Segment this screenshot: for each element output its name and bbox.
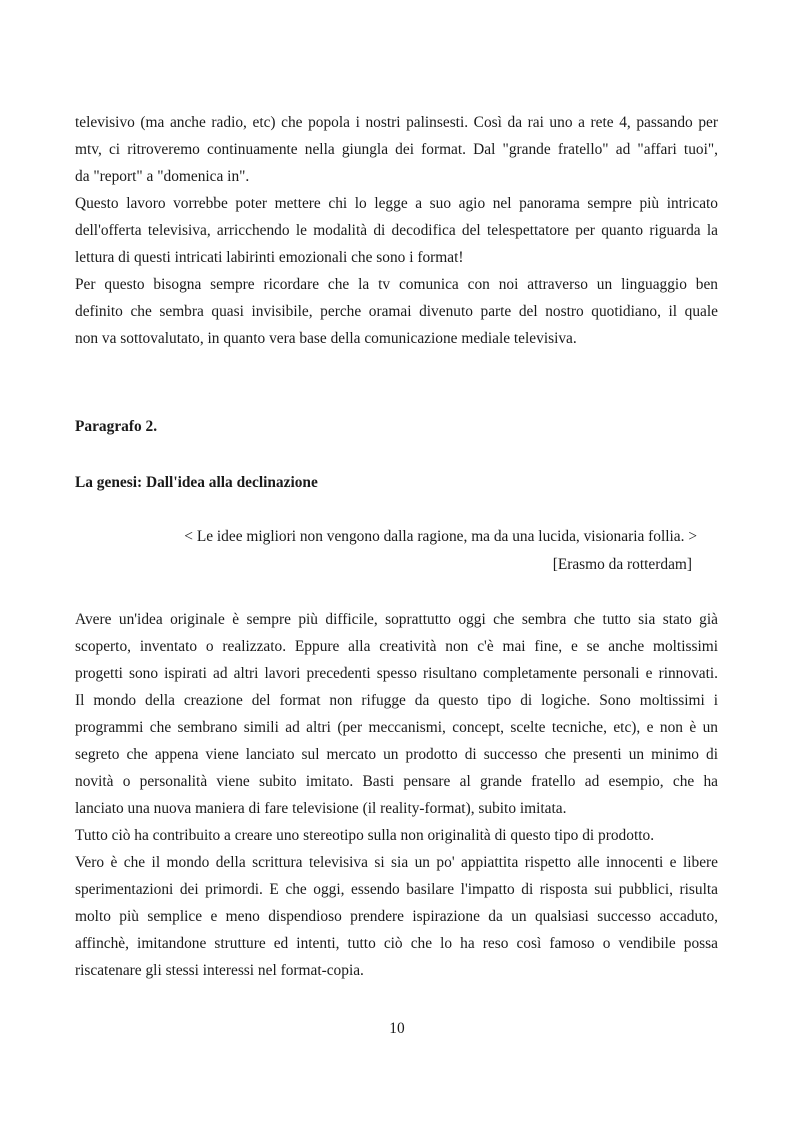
epigraph-attribution: [Erasmo da rotterdam] [552, 556, 692, 573]
page-number: 10 [389, 1020, 405, 1037]
section-title: La genesi: Dall'idea alla declinazione [75, 474, 318, 491]
text-line: non va sottovalutato, in quanto vera base della comunicazione mediale televisiva. [75, 330, 577, 347]
epigraph-quote: < Le idee migliori non vengono dalla ragione, ma da una lucida, visionaria follia. > [184, 528, 697, 545]
text-line: molto più semplice e meno dispendioso prendere ispirazione da un qualsiasi successo accaduto, [75, 908, 718, 925]
text-line: da "report" a "domenica in". [75, 168, 250, 185]
text-line: mtv, ci ritroveremo continuamente nella giungla dei format. Dal "grande fratello" ad "affari tuoi", [75, 141, 718, 158]
text-line: scoperto, inventato o realizzato. Eppure alla creatività non c'è mai fine, e se anche moltissimi [75, 638, 718, 655]
text-line: riscatenare gli stessi interessi nel format-copia. [75, 962, 364, 979]
text-line: progetti sono ispirati ad altri lavori precedenti spesso risultano completamente personali e rinnovati. [75, 665, 718, 682]
intro-paragraphs [75, 109, 718, 352]
text-line: segreto che appena viene lanciato sul mercato un prodotto di successo che presenti un minimo di [75, 746, 718, 763]
text-line: sperimentazioni dei primordi. E che oggi, essendo basilare l'impatto di risposta sui pubblici, risulta [75, 881, 718, 898]
text-line: televisivo (ma anche radio, etc) che popola i nostri palinsesti. Così da rai uno a rete 4, passando per [75, 114, 718, 131]
text-line: programmi che sembrano simili ad altri (per meccanismi, concept, scelte tecniche, etc), e non è un [75, 719, 718, 736]
text-line: affinchè, imitandone strutture ed intenti, tutto ciò che lo ha reso così famoso o vendibile possa [75, 935, 718, 952]
text-line: definito che sembra quasi invisibile, perche oramai divenuto parte del nostro quotidiano, il quale [75, 303, 718, 320]
paragraph-label: Paragrafo 2. [75, 418, 158, 435]
text-line: Questo lavoro vorrebbe poter mettere chi lo legge a suo agio nel panorama sempre più intricato [75, 195, 718, 212]
body-paragraphs [75, 606, 718, 984]
text-line: lettura di questi intricati labirinti emozionali che sono i format! [75, 249, 464, 266]
text-line: Per questo bisogna sempre ricordare che la tv comunica con noi attraverso un linguaggio ben [75, 276, 718, 293]
text-line: Il mondo della creazione del format non rifugge da questo tipo di logiche. Sono moltissimi i [75, 692, 718, 709]
text-line: Tutto ciò ha contribuito a creare uno stereotipo sulla non originalità di questo tipo di prodotto. [75, 827, 655, 844]
text-line: Avere un'idea originale è sempre più difficile, soprattutto oggi che sembra che tutto sia stato già [75, 611, 718, 628]
text-line: dell'offerta televisiva, arricchendo le modalità di decodifica del telespettatore per quanto riguarda la [75, 222, 718, 239]
text-line: Vero è che il mondo della scrittura televisiva si sia un po' appiattita rispetto alle innocenti e libere [75, 854, 718, 871]
text-line: lanciato una nuova maniera di fare televisione (il reality-format), subito imitata. [75, 800, 567, 817]
text-line: novità o personalità viene subito imitato. Basti pensare al grande fratello ad esempio, che ha [75, 773, 718, 790]
